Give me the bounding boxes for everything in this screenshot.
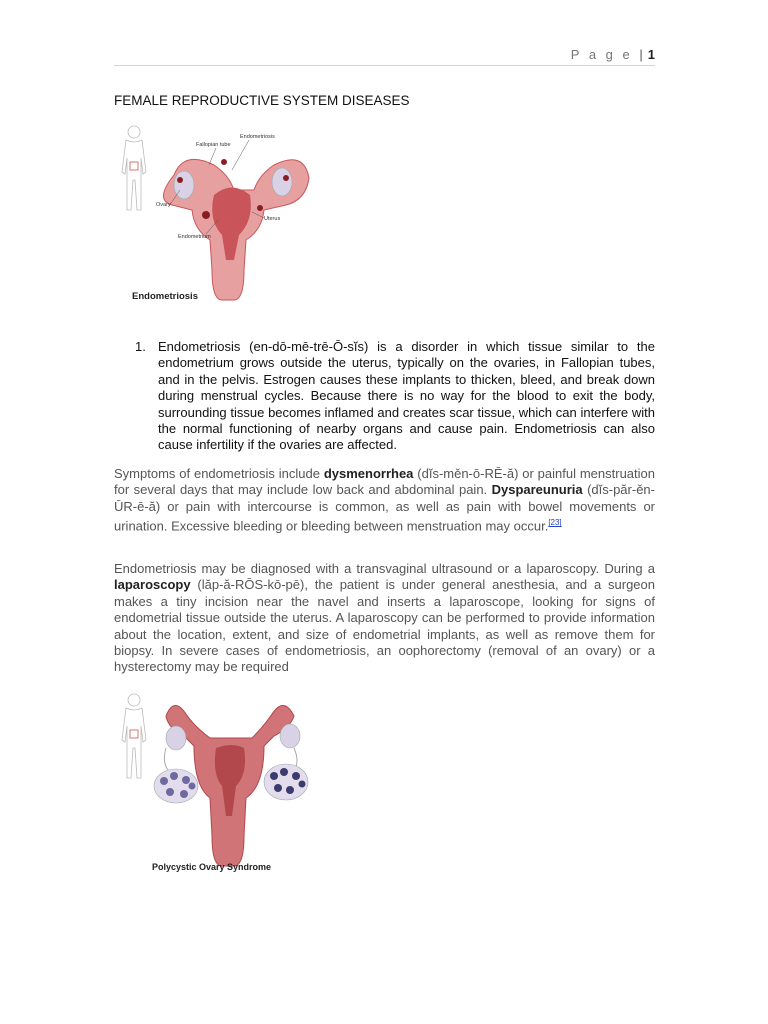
symptoms-paragraph: Symptoms of endometriosis include dysmenorrhea (dĭs-měn-ō-RĒ-ă) or painful menstruation for several days that may include low back and abdominal pain. Dyspareunuria (dĭs-păr-ěn-ŪR-ē-ă) or pain with intercourse is common, as well as pain with bowel movements or urination. Excessive bleeding or bleeding between menstruation may occur.[23]: [114, 466, 655, 534]
page-number-label: P a g e | 1: [570, 47, 655, 62]
page-header: [114, 47, 655, 66]
label-uterus: Uterus: [264, 216, 281, 222]
list-item: [135, 339, 655, 454]
polycystic-ovary-right: [264, 764, 308, 800]
label-endometriosis: Endometriosis: [240, 134, 275, 140]
term-laparoscopy: laparoscopy: [114, 577, 191, 593]
term-dyspareunuria: Dyspareunuria: [491, 482, 583, 498]
page-number: 1: [647, 47, 655, 62]
polycystic-ovary-left: [154, 769, 198, 803]
body-silhouette-icon: [122, 694, 146, 778]
pcos-illustration: [114, 686, 314, 878]
list-item-text: Endometriosis (en-dō-mē-trē-Ō-sĭs) is a disorder in which tissue similar to the endometrium grows outside the uterus, typically on the ovaries, in Fallopian tubes, and in the pelvis. Estrogen causes these implants to thicken, bleed, and break down during menstrual cycles. Because there is no way for the blood to exit the body, surrounding tissue becomes inflamed and creates scar tissue, which can interfere with the normal functioning of nearby organs and cause pain. Endometriosis can also cause infertility if the ovaries are affected.: [158, 339, 655, 453]
arrow-icon: [164, 748, 168, 770]
label-ovary: Ovary: [156, 202, 171, 208]
endometriosis-illustration: [114, 120, 314, 310]
document-title: FEMALE REPRODUCTIVE SYSTEM DISEASES: [114, 93, 410, 108]
term-dysmenorrhea: dysmenorrhea: [323, 466, 414, 481]
reference-link[interactable]: [23]: [548, 518, 562, 528]
figure-caption: Polycystic Ovary Syndrome: [152, 862, 272, 872]
body-silhouette-icon: [122, 126, 146, 210]
numbered-list: [135, 339, 655, 454]
label-fallopian-tube: Fallopian tube: [196, 142, 231, 148]
figure-caption: Endometriosis: [132, 291, 198, 302]
label-endometrium: Endometrium: [178, 234, 211, 240]
diagnosis-paragraph: Endometriosis may be diagnosed with a transvaginal ultrasound or a laparoscopy. During a laparoscopy (lăp-ă-RŌS-kō-pē), the patient is under general anesthesia, and a surgeon makes a tiny incision near the navel and inserts a laparoscope, looking for signs of endometrial tissue outside the uterus. A laparoscopy can be performed to provide information about the location, extent, and size of endometrial implants, as well as remove them for biopsy. In severe cases of endometriosis, an oophorectomy (removal of an ovary) or a hysterectomy may be required: [114, 561, 655, 675]
uterus-drawing: [163, 159, 309, 300]
list-item-number: 1.: [135, 339, 146, 354]
